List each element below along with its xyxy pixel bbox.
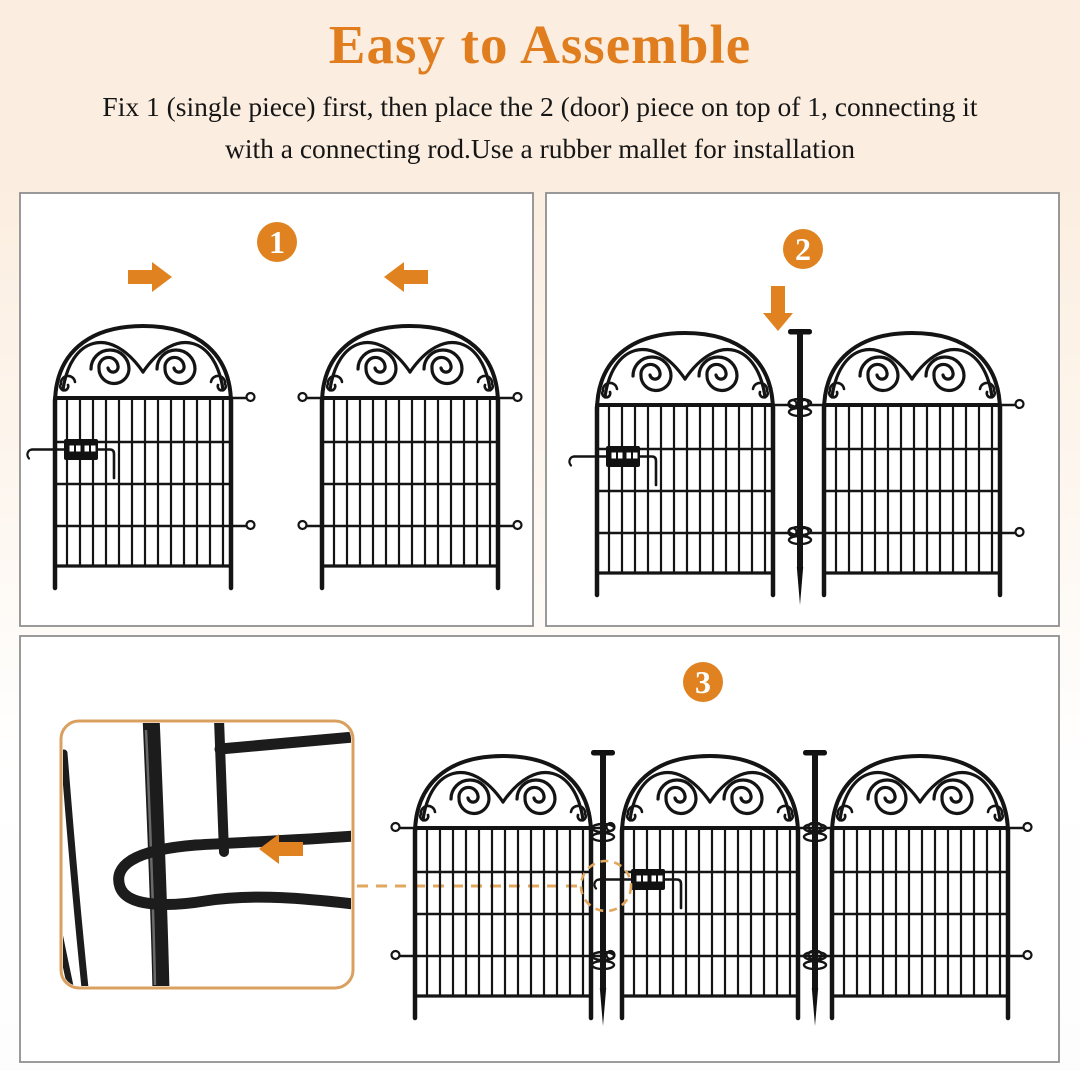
step3-panel [20, 636, 1059, 1062]
step2-number: 2 [795, 231, 811, 267]
subtitle-line-2: with a connecting rod.Use a rubber mallet for installation [224, 133, 856, 164]
step1-panel [20, 193, 533, 626]
step1-number: 1 [269, 224, 285, 260]
step3-number: 3 [695, 664, 711, 700]
inset-frame [61, 721, 353, 988]
inset-photo [54, 716, 354, 992]
step2-panel [546, 193, 1059, 626]
subtitle-line-1: Fix 1 (single piece) first, then place the 2 (door) piece on top of 1, connecting it [102, 91, 978, 122]
page-title: Easy to Assemble [328, 14, 752, 75]
